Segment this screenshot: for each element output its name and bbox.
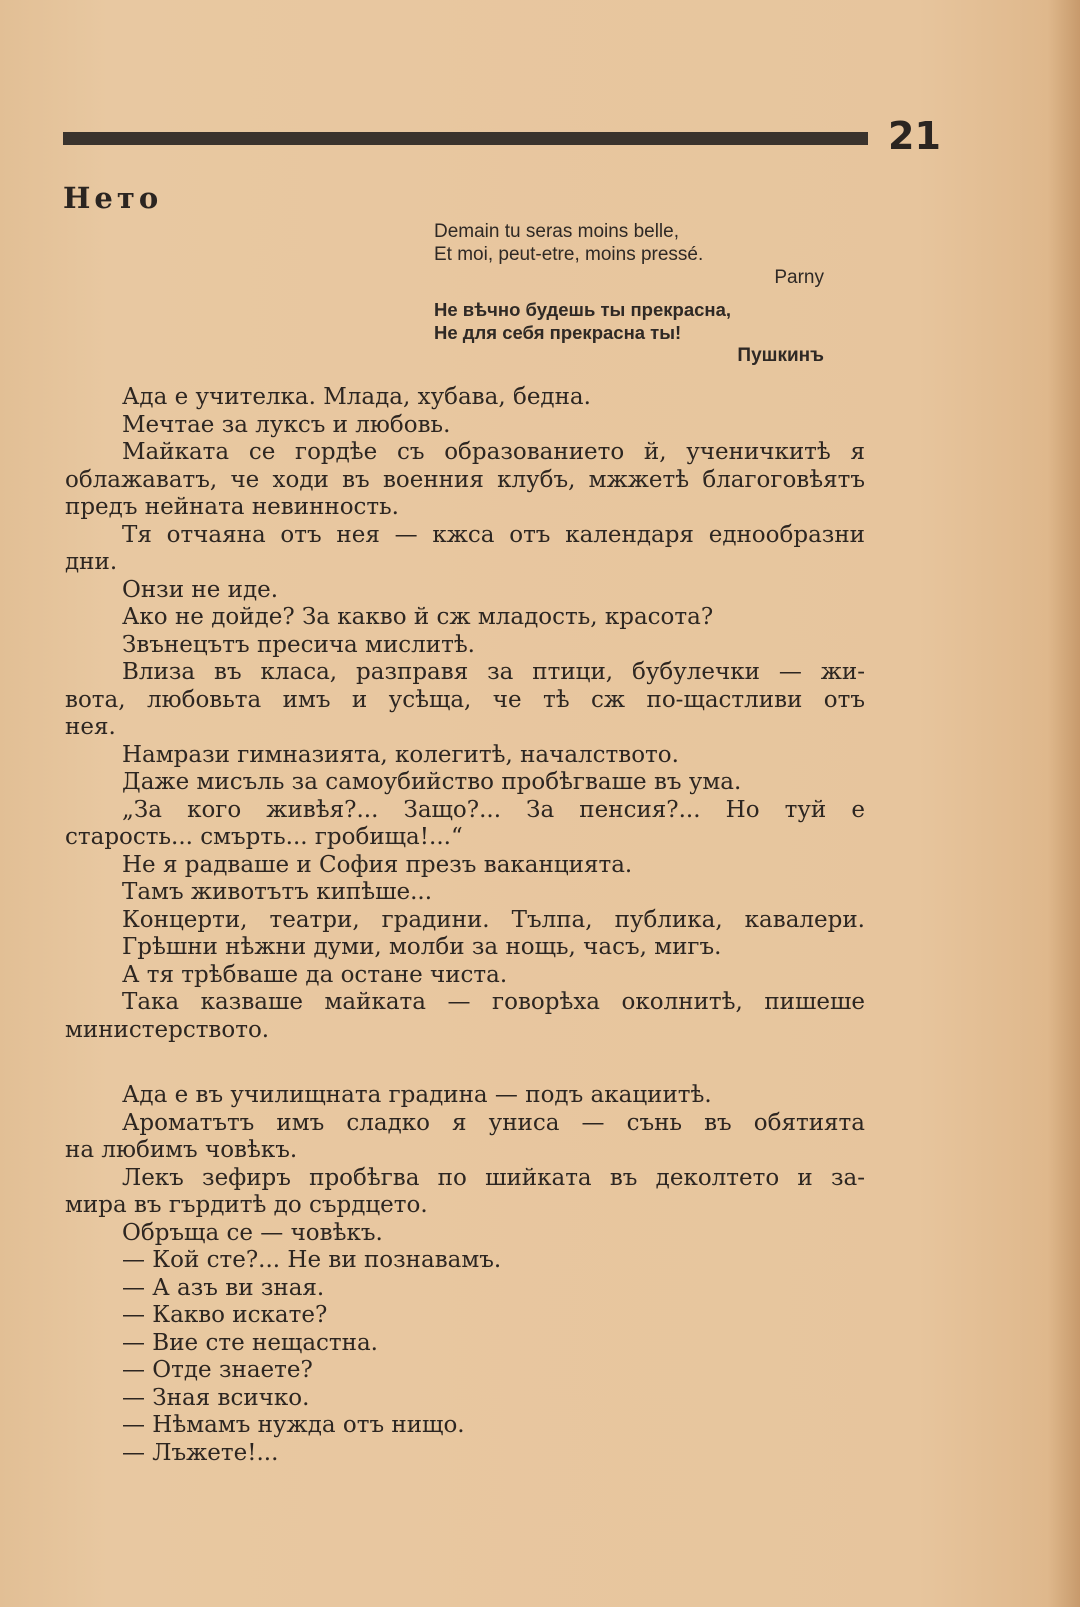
dialogue-line: — Отде знаете? — [122, 1357, 313, 1383]
text-line: мира въ гърдитѣ до сърдцето. — [65, 1192, 428, 1218]
text-line: Майката се гордѣе съ образованието й, ученичкитѣ я — [122, 439, 865, 465]
dialogue-line: — А азъ ви зная. — [122, 1274, 325, 1301]
page-number: 21 — [888, 114, 941, 158]
dialogue-line: — Нѣмамъ нужда отъ нищо. — [122, 1412, 465, 1438]
text-line: Намрази гимназията, колегитѣ, началството. — [122, 741, 679, 768]
text-line: Даже мисъль за самоубийство пробѣгваше въ ума. — [122, 769, 742, 795]
text-line: Тя отчаяна отъ нея — кжса отъ календаря еднообразни — [122, 521, 865, 548]
chapter-title: Нето — [63, 181, 163, 215]
text-line: Звънецътъ пресича мислитѣ. — [122, 631, 475, 658]
epigraph-french — [434, 220, 824, 289]
epigraph-russian — [434, 298, 824, 367]
epigraph-author: Пушкинъ — [737, 345, 824, 366]
dialogue-line: — Вие сте нещастна. — [122, 1329, 378, 1356]
text-line: вота, любовьта имъ и усѣща, че тѣ сж по-щастливи отъ — [65, 686, 865, 713]
text-line: Ада е учителка. Млада, хубава, бедна. — [122, 384, 591, 410]
body-section-2 — [65, 1082, 865, 1467]
epigraph-line: Demain tu seras moins belle, — [434, 221, 679, 242]
body-section-1 — [65, 384, 865, 1044]
dialogue-line: — Лъжете!... — [122, 1439, 279, 1466]
text-line: Влиза въ класа, разправя за птици, бубулечки — жи- — [122, 659, 865, 685]
text-line: „За кого живѣя?... Защо?... За пенсия?... Но туй е — [122, 796, 865, 823]
text-line: дни. — [65, 549, 118, 575]
text-line: Грѣшни нѣжни думи, молби за нощь, часъ, мигъ. — [122, 934, 722, 960]
epigraph-line: Не для себя прекрасна ты! — [434, 322, 682, 343]
epigraph-author: Parny — [774, 267, 824, 288]
text-line: Не я радваше и София презъ ваканцията. — [122, 851, 633, 878]
text-line: Обръща се — човѣкъ. — [122, 1219, 383, 1246]
text-line: Тамъ животътъ кипѣше... — [122, 879, 433, 905]
header-rule — [63, 132, 868, 145]
text-line: Онзи не иде. — [122, 576, 279, 603]
dialogue-line: — Кой сте?... Не ви познавамъ. — [122, 1247, 502, 1273]
text-line: облажаватъ, че ходи въ военния клубъ, мжжетѣ благоговѣятъ — [65, 466, 865, 493]
text-line: Ада е въ училищната градина — подъ акациитѣ. — [122, 1082, 712, 1108]
epigraph-line: Et moi, peut-etre, moins pressé. — [434, 244, 704, 265]
text-line: нея. — [65, 714, 116, 740]
text-line: министерството. — [65, 1016, 270, 1043]
text-line: Ароматътъ имъ сладко я униса — сънь въ обятията — [122, 1109, 865, 1136]
dialogue-line: — Зная всичко. — [122, 1384, 310, 1411]
epigraph-line: Не вѣчно будешь ты прекрасна, — [434, 299, 731, 320]
text-line: Ако не дойде? За какво й сж младость, красота? — [122, 604, 714, 630]
text-line: Концерти, театри, градини. Тълпа, публика, кавалери. — [122, 906, 865, 933]
text-line: на любимъ човѣкъ. — [65, 1137, 298, 1163]
text-line: предъ нейната невинность. — [65, 494, 399, 520]
text-line: Мечтае за луксъ и любовь. — [122, 411, 451, 438]
text-line: Така казваше майката — говорѣха околнитѣ, пишеше — [122, 989, 865, 1015]
text-line: старость... смърть... гробища!...“ — [65, 824, 463, 850]
text-line: Лекъ зефиръ пробѣгва по шийката въ деколтето и за- — [122, 1164, 865, 1191]
text-line: А тя трѣбваше да остане чиста. — [122, 961, 508, 988]
dialogue-line: — Какво искате? — [122, 1302, 328, 1328]
